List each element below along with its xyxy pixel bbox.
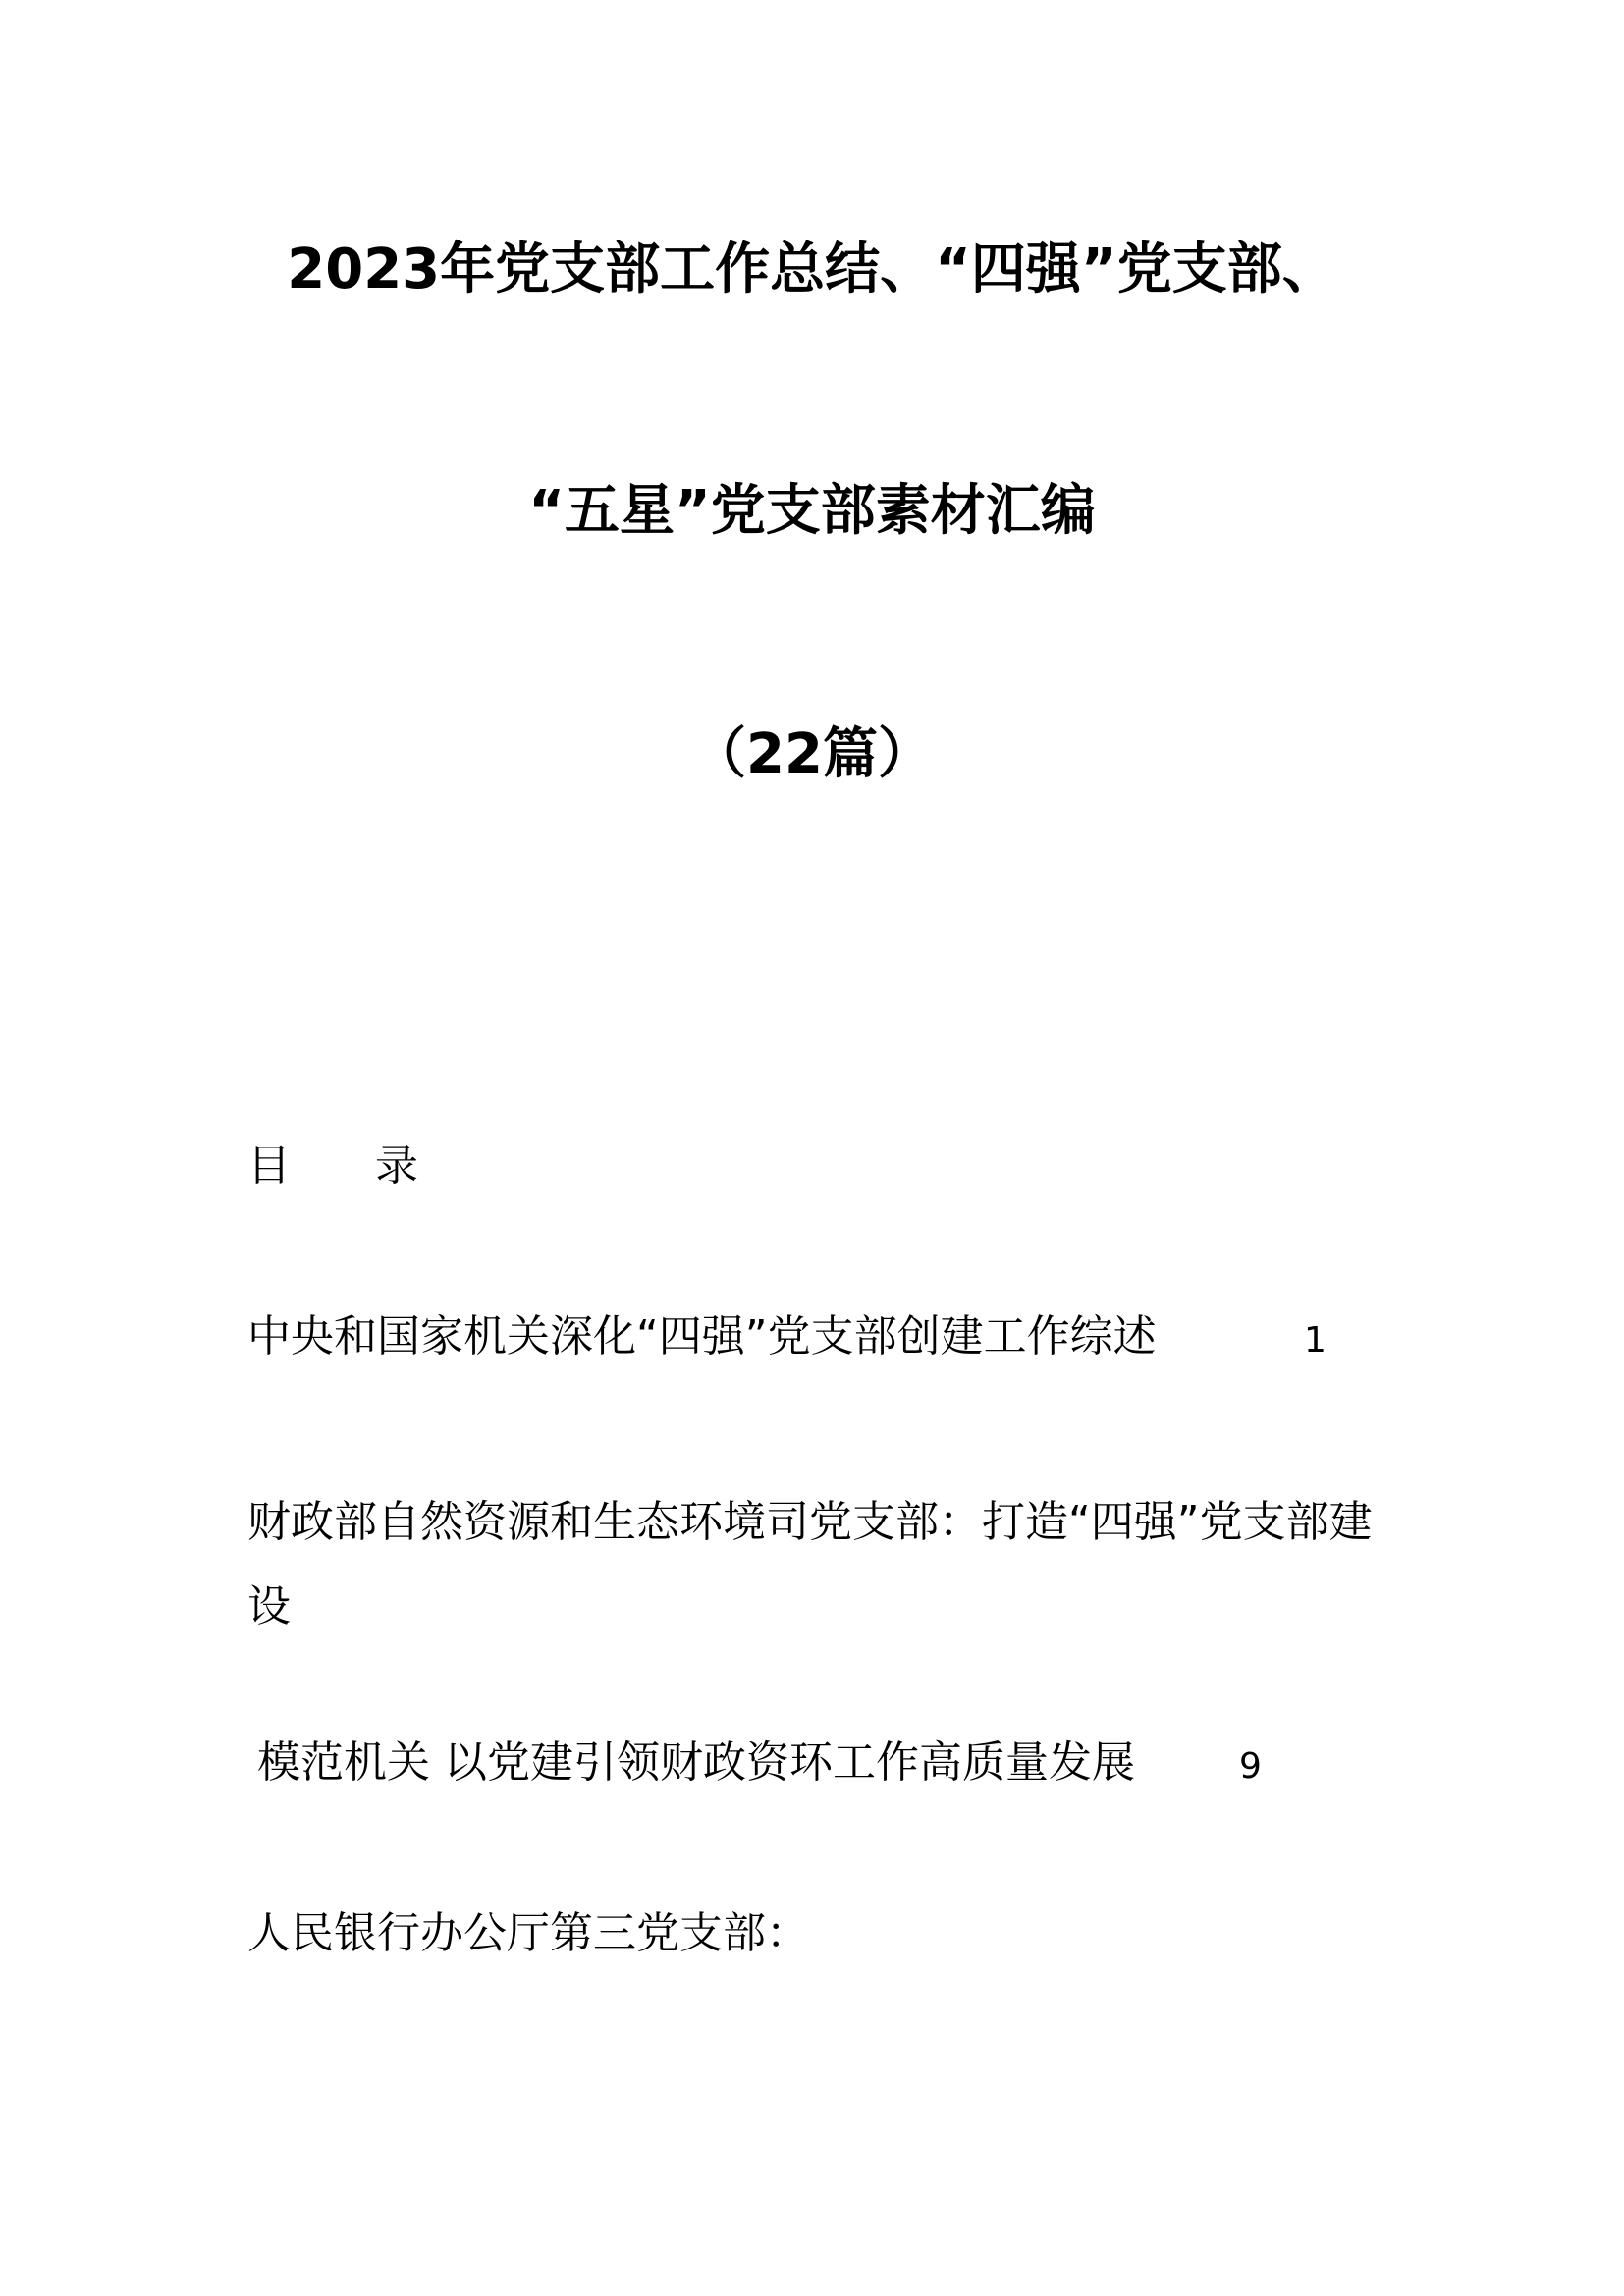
toc-item-text: 中央和国家机关深化“四强”党支部创建工作综述 [247,1311,1157,1362]
toc-item-text: 人民银行办公厅第三党支部： [247,1908,809,1958]
toc-item[interactable] [247,1480,1386,1649]
document-title-line-1: 2023年党支部工作总结、“四强”党支部、 [287,238,1337,301]
toc-item[interactable] [247,1906,809,1961]
toc-heading-char-2: 录 [375,1141,418,1191]
toc-item[interactable] [247,1309,1326,1364]
toc-item-page-number: 1 [1304,1320,1326,1361]
toc-heading-char-1: 目 [247,1141,291,1191]
document-count: （22篇） [691,722,933,786]
toc-item-text: 模范机关 以党建引领财政资环工作高质量发展 [257,1737,1135,1788]
toc-heading [247,1139,418,1194]
toc-item[interactable] [257,1735,1262,1790]
toc-item-page-number: 9 [1239,1746,1262,1787]
toc-item-text: 财政部自然资源和生态环境司党支部：打造“四强”党支部建设 [247,1497,1373,1631]
document-title-line-2: “五星”党支部素材汇编 [528,479,1096,543]
